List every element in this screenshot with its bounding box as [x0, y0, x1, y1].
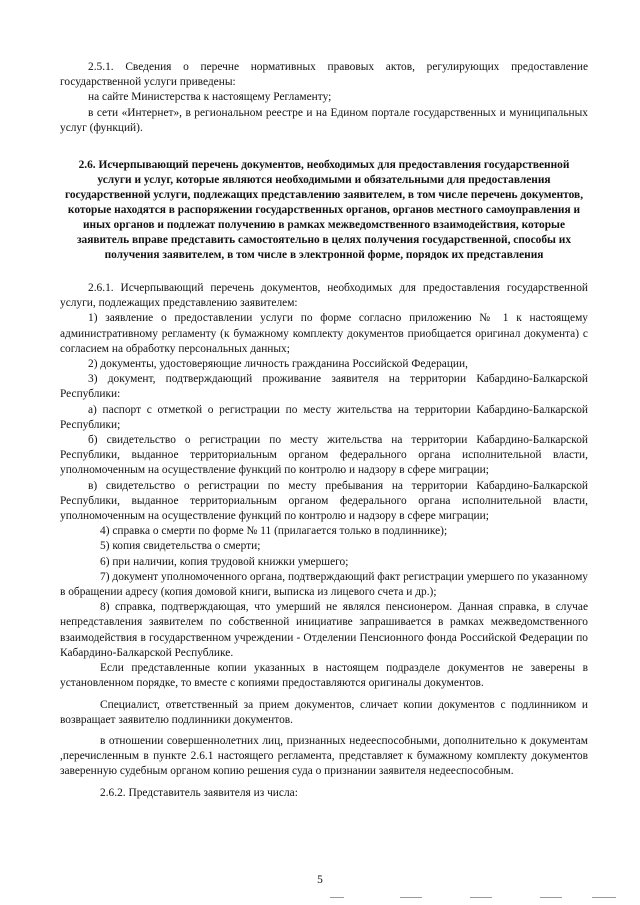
list-item-8: 8) справка, подтверждающая, что умерший не являлся пенсионером. Данная справка, в случае непредставления заявителем по собственной инициативе запрашивается в рамках межведомственного взаимодействия в государственном учреждении - Отделении Пенсионного фонда Российской Федерации по Кабардино-Балкарской Республике. — [60, 601, 588, 659]
paragraph-ministry-site: на сайте Министерства к настоящему Регламенту; — [88, 91, 332, 104]
section-heading-2-6: 2.6. Исчерпывающий перечень документов, необходимых для предоставления государственной услуги и услуг, которые являются необходимыми и обязательными для предоставления государственной услуги, подлежащих представлению заявителем, в том числе перечень документов, которые находятся в распоряжении государственных органов, органов местного самоуправления и иных органов и подлежат получению в рамках межведомственного взаимодействия, которые заявитель вправе представить самостоятельно в целях получения государственной, способы их получения заявителем, в том числе в электронной форме, порядок их представления — [64, 159, 584, 262]
list-item-4: 4) справка о смерти по форме № 11 (прилагается только в подлиннике); — [100, 525, 448, 538]
list-item-7: 7) документ уполномоченного органа, подтверждающий факт регистрации умершего по указанному в обращении адресу (копия домовой книги, выписка из лицевого счета и др.); — [60, 570, 588, 599]
list-item-3: 3) документ, подтверждающий проживание заявителя на территории Кабардино-Балкарской Республики: — [60, 373, 588, 401]
paragraph-internet: в сети «Интернет», в региональном реестре и на Едином портале государственных и муниципальных услуг (функций). — [60, 106, 588, 134]
document-page — [60, 60, 588, 801]
list-item-3c: в) свидетельство о регистрации по месту пребывания на территории Кабардино-Балкарской Республики, выданное территориальным органом федерального органа исполнительной власти, уполномоченным на осуществление функций по контролю и надзору в сфере миграции; — [60, 479, 588, 523]
list-item-1: 1) заявление о предоставлении услуги по форме согласно приложению № 1 к настоящему административному регламенту (к бумажному комплекту документов приобщается оригинал документа) с согласием на обработку персональных данных; — [60, 312, 588, 355]
paragraph-incapacitated: в отношении совершеннолетних лиц, признанных недееспособными, дополнительно к документам ,перечисленным в пункте 2.6.1 настоящего регламента, представляет к бумажному комплекту документов заверенную судебным органом копию решения суда о признании заявителя недееспособным. — [60, 734, 588, 778]
paragraph-2-6-2: 2.6.2. Представитель заявителя из числа: — [100, 786, 298, 799]
paragraph-copies-not-certified: Если представленные копии указанных в настоящем подразделе документов не заверены в установленном порядке, то вместе с копиями предоставляются оригиналы документов. — [60, 662, 588, 690]
scan-artifacts — [330, 893, 630, 901]
paragraph-2-5-1: 2.5.1. Сведения о перечне нормативных правовых актов, регулирующих предоставление государственной услуги приведены: — [60, 61, 588, 89]
paragraph-2-6-1: 2.6.1. Исчерпывающий перечень документов, необходимых для предоставления государственной услуги, подлежащих представлению заявителем: — [60, 282, 588, 310]
page-number: 5 — [317, 874, 323, 886]
list-item-5: 5) копия свидетельства о смерти; — [100, 540, 261, 553]
list-item-3b: б) свидетельство о регистрации по месту жительства на территории Кабардино-Балкарской Республики, выданное территориальным органом федерального органа исполнительной власти, уполномоченным на осуществление функций по контролю и надзору в сфере миграции; — [60, 434, 588, 477]
paragraph-specialist: Специалист, ответственный за прием документов, сличает копии документов с подлинником и возвращает заявителю подлинники документов. — [60, 698, 588, 726]
list-item-2: 2) документы, удостоверяющие личность гражданина Российской Федерации, — [88, 358, 468, 371]
list-item-3a: а) паспорт с отметкой о регистрации по месту жительства на территории Кабардино-Балкарской Республики; — [60, 403, 588, 431]
list-item-6: 6) при наличии, копия трудовой книжки умершего; — [100, 555, 349, 568]
